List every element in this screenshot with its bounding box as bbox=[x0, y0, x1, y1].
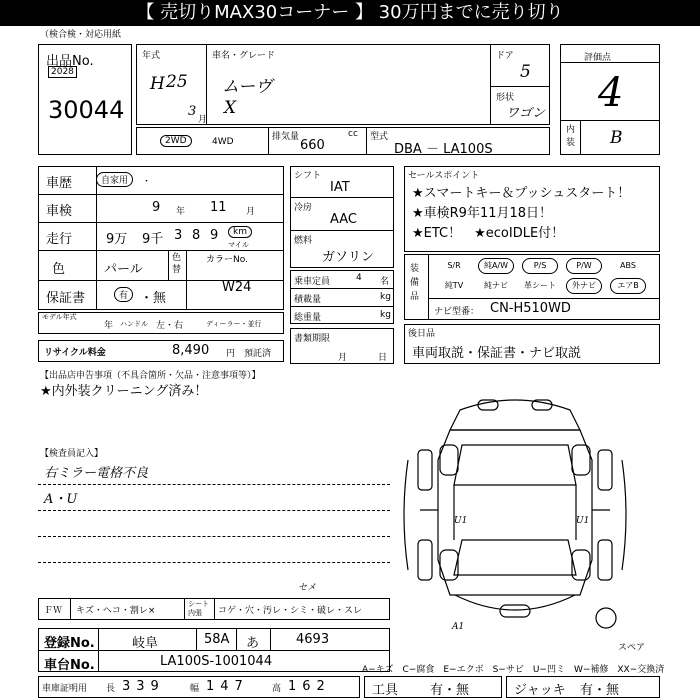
diagram-mark-1: U1 bbox=[454, 516, 468, 526]
weight-unit: kg bbox=[380, 310, 391, 320]
equip-ext-navi: 外ナビ bbox=[566, 278, 602, 294]
cert-w: 幅 bbox=[190, 684, 200, 694]
lot-label: 出品No. bbox=[46, 54, 94, 69]
inspector-label: 【検査員記入】 bbox=[40, 449, 104, 459]
jack-label: ジャッキ bbox=[514, 683, 566, 698]
color-value: パール bbox=[104, 262, 143, 277]
equip-navi: 純ナビ bbox=[484, 281, 508, 290]
weight-label: 総重量 bbox=[294, 313, 322, 323]
diagram-mark-3: A1 bbox=[452, 622, 465, 632]
warranty-label: 保証書 bbox=[46, 291, 86, 306]
shift-value: IAT bbox=[330, 180, 350, 195]
reg-label: 登録No. bbox=[44, 636, 95, 651]
equip-abs: ABS bbox=[620, 261, 636, 270]
model-year: 年 bbox=[104, 321, 114, 331]
equip-tv: 純TV bbox=[444, 281, 464, 290]
mileage-v3: 3 bbox=[174, 228, 183, 243]
shift-label: シフト bbox=[294, 171, 322, 181]
capacity-label: 乗車定員 bbox=[294, 277, 331, 287]
color-label: 色 bbox=[52, 262, 66, 277]
capacity-value: 4 bbox=[356, 273, 362, 283]
warranty-none: ・無 bbox=[140, 291, 167, 306]
model-dealer: ディーラー・並行 bbox=[206, 320, 262, 328]
docs-label: 書類期限 bbox=[294, 334, 331, 344]
equip-aw: 純A/W bbox=[478, 258, 514, 274]
sales-label: セールスポイント bbox=[408, 171, 480, 181]
inspection-year: 9 bbox=[152, 200, 161, 215]
shape-value: ワゴン bbox=[506, 106, 546, 121]
cert-lv: 339 bbox=[122, 679, 165, 694]
type-label: 型式 bbox=[370, 132, 389, 142]
inspection-year-unit: 年 bbox=[176, 207, 186, 217]
docs-month: 月 bbox=[338, 353, 348, 363]
fuel-value: ガソリン bbox=[322, 250, 375, 265]
navi-label: ナビ型番： bbox=[434, 307, 480, 317]
lot-year: 2028 bbox=[48, 66, 77, 78]
cert-h: 高 bbox=[272, 684, 282, 694]
score-label: 評価点 bbox=[584, 53, 612, 63]
year-month: 3 bbox=[188, 104, 197, 119]
recycle-label: リサイクル料金 bbox=[44, 348, 106, 358]
mileage-v1: 9万 bbox=[106, 232, 128, 247]
model-handle: ハンドル bbox=[120, 320, 148, 328]
diagram-mark-2: U1 bbox=[576, 516, 590, 526]
door-value: 5 bbox=[520, 62, 531, 82]
fuel-label: 燃料 bbox=[294, 236, 313, 246]
jack-value: 有・無 bbox=[580, 683, 620, 698]
inspection-month-unit: 月 bbox=[246, 207, 256, 217]
color-no: W24 bbox=[222, 280, 252, 295]
year-label: 年式 bbox=[142, 51, 161, 61]
fw-annot: セメ bbox=[298, 583, 317, 593]
interior-value: B bbox=[610, 128, 623, 148]
color-no-label: カラーNo. bbox=[206, 255, 248, 265]
warranty-has: 有 bbox=[114, 287, 133, 302]
cert-hv: 162 bbox=[288, 679, 331, 694]
color-change-label: 色替 bbox=[172, 253, 182, 275]
interior-label: 内装 bbox=[566, 125, 576, 148]
cert-l: 長 bbox=[106, 684, 116, 694]
mileage-v4: 8 bbox=[192, 228, 201, 243]
reg-num: 4693 bbox=[296, 632, 330, 647]
equip-leather: 革シート bbox=[524, 281, 556, 290]
equip-ps: P/S bbox=[522, 258, 558, 274]
drive-2wd: 2WD bbox=[160, 135, 192, 147]
car-diagram bbox=[400, 390, 630, 630]
docs-day: 日 bbox=[378, 353, 388, 363]
fw-label: ＦＷ bbox=[44, 606, 63, 616]
reg-kana: あ bbox=[246, 636, 260, 651]
year-value: 25 bbox=[166, 72, 188, 92]
seat-label: シート内張 bbox=[188, 600, 209, 617]
year-month-unit: 月 bbox=[198, 115, 208, 125]
legend: A−キズ C−腐食 E−エクボ S−サビ U−凹ミ W−補修 XX−交換済 bbox=[362, 665, 665, 675]
mileage-unit2: マイル bbox=[228, 241, 249, 249]
inspector-line1: 右ミラー電格不良 bbox=[44, 466, 149, 481]
model-label: モデル年式 bbox=[42, 313, 77, 321]
recycle-note: 預託済 bbox=[244, 349, 272, 359]
door-label: ドア bbox=[496, 51, 514, 61]
cert-wv: 147 bbox=[206, 679, 249, 694]
type-value: DBA － LA100S bbox=[394, 142, 493, 157]
disp-unit: cc bbox=[348, 129, 358, 139]
load-label: 積載量 bbox=[294, 295, 322, 305]
history-suffix: ・ bbox=[142, 177, 152, 187]
mileage-unit: km bbox=[228, 226, 252, 238]
spare-label: スペア bbox=[618, 643, 646, 653]
seller-label: 【出品店申告事項（不具合箇所・欠品・注意事項等）】 bbox=[40, 371, 261, 381]
equip-airbag: エアB bbox=[610, 278, 646, 294]
equip-sr: S/R bbox=[447, 261, 461, 270]
fw-text1: キズ・ヘコ・割レ× bbox=[76, 606, 156, 616]
lot-number: 30044 bbox=[48, 96, 125, 124]
sales-line-3: ★ETC！ ★ecoIDLE付！ bbox=[412, 226, 565, 241]
drive-4wd: 4WD bbox=[212, 137, 234, 147]
tools-label: 工具 bbox=[372, 683, 399, 698]
equipment-label: 装備品 bbox=[410, 264, 420, 302]
car-grade: X bbox=[224, 98, 237, 118]
load-unit: kg bbox=[380, 292, 391, 302]
inspector-line2: A・U bbox=[44, 492, 78, 507]
carname-label: 車名・グレード bbox=[212, 51, 276, 61]
mileage-label: 走行 bbox=[46, 232, 73, 247]
history-value: 自家用 bbox=[96, 172, 133, 187]
seller-value: ★内外装クリーニング済み！ bbox=[40, 384, 208, 399]
disp-value: 660 bbox=[300, 138, 325, 153]
score-value: 4 bbox=[598, 70, 624, 116]
car-name: ムーヴ bbox=[222, 77, 273, 97]
reg-class: 58A bbox=[204, 632, 230, 647]
later-label: 後日品 bbox=[408, 329, 436, 339]
capacity-unit: 名 bbox=[380, 277, 390, 287]
model-lr: 左・右 bbox=[156, 321, 184, 331]
shape-label: 形状 bbox=[496, 93, 515, 103]
banner: 【 売切りMAX30コーナー 】 30万円までに売り切り bbox=[0, 0, 700, 26]
inspection-label: 車検 bbox=[46, 204, 73, 219]
sales-line-1: ★スマートキー＆プッシュスタート！ bbox=[412, 186, 631, 201]
year-era: H bbox=[150, 74, 165, 94]
later-value: 車両取説・保証書・ナビ取説 bbox=[412, 346, 582, 361]
recycle-value: 8,490 bbox=[172, 343, 210, 358]
fw-text2: コゲ・穴・汚レ・シミ・破レ・スレ bbox=[218, 606, 363, 616]
cert-label: 車庫証明用 bbox=[42, 684, 88, 694]
chassis-label: 車台No. bbox=[44, 658, 95, 673]
aircon-value: AAC bbox=[330, 212, 357, 227]
disp-label: 排気量 bbox=[272, 132, 300, 142]
sales-line-2: ★車検R9年11月18日！ bbox=[412, 206, 553, 221]
mileage-v2: 9千 bbox=[142, 232, 164, 247]
reg-area: 岐阜 bbox=[132, 636, 159, 651]
equip-pw: P/W bbox=[566, 258, 602, 274]
tools-value: 有・無 bbox=[430, 683, 470, 698]
mileage-v5: 9 bbox=[210, 228, 219, 243]
aircon-label: 冷房 bbox=[294, 203, 313, 213]
navi-value: CN-H510WD bbox=[490, 301, 571, 316]
chassis-value: LA100S-1001044 bbox=[160, 654, 273, 669]
history-label: 車歴 bbox=[46, 176, 73, 191]
form-header: （検合検・対応用紙 bbox=[40, 30, 122, 40]
inspection-month: 11 bbox=[210, 200, 227, 215]
recycle-unit: 円 bbox=[226, 349, 236, 359]
